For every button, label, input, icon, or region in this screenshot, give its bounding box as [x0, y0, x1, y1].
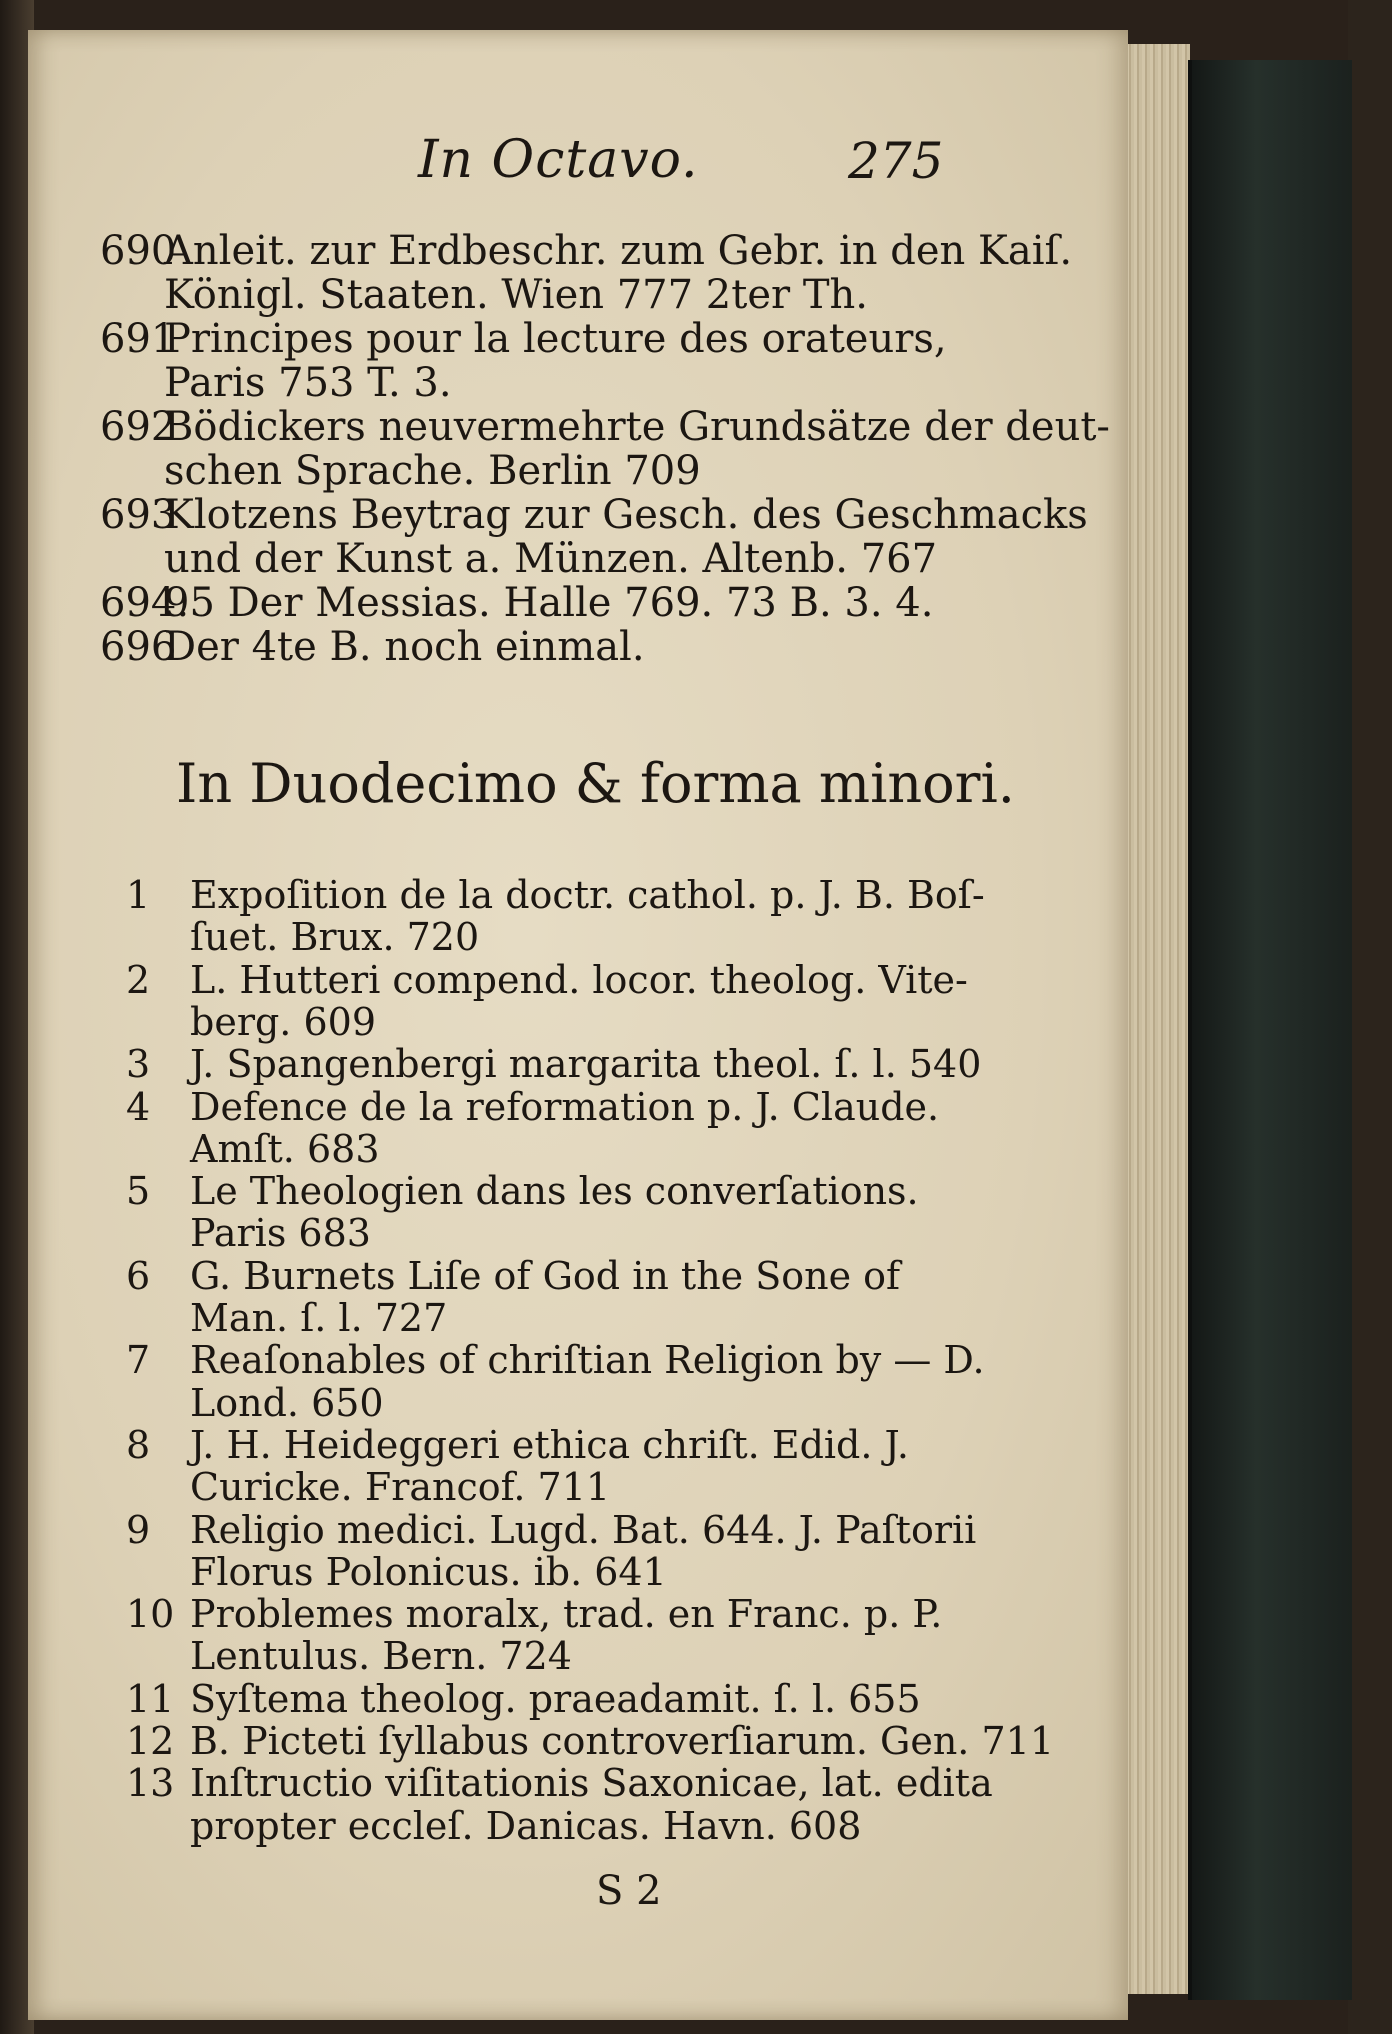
entry-text: Lentulus. Bern. 724	[190, 1634, 572, 1679]
entry-number: 2	[126, 957, 151, 1002]
entry-text: Paris 683	[190, 1211, 371, 1256]
entry-number: 9	[126, 1507, 151, 1552]
entry-text: Principes pour la lecture des orateurs,	[164, 316, 947, 362]
entry-number: 10	[126, 1592, 175, 1637]
entry-text: Problemes moralx, trad. en Franc. p. P.	[190, 1592, 943, 1637]
entry-text: Curicke. Francof. 711	[190, 1465, 611, 1510]
entry-text: berg. 609	[190, 999, 376, 1044]
entry-number: 6	[126, 1253, 151, 1298]
entry-text: Religio medici. Lugd. Bat. 644. J. Paſtorii	[190, 1507, 977, 1552]
entry-text: Der 4te B. noch einmal.	[164, 624, 645, 670]
entry-number: 3	[126, 1042, 151, 1087]
entry-text: B. Picteti ſyllabus controverſiarum. Gen. 711	[190, 1719, 1054, 1763]
entry-number: 5	[126, 1169, 151, 1214]
entry-text: ſuet. Brux. 720	[190, 915, 480, 960]
entry-number: 11	[126, 1676, 175, 1721]
entry-text: Paris 753 T. 3.	[164, 360, 452, 406]
entry-number: 13	[126, 1761, 175, 1806]
page-number: 275	[848, 132, 944, 190]
section-title: In Duodecimo & forma minori.	[176, 752, 1015, 815]
entry-text: Florus Polonicus. ib. 641	[190, 1549, 667, 1594]
entry-text: Syſtema theolog. praeadamit. ſ. l. 655	[190, 1676, 921, 1721]
entry-text: Inſtructio viſitationis Saxonicae, lat. edita	[190, 1761, 993, 1806]
entry-text: Le Theologien dans les converſations.	[190, 1169, 919, 1214]
entry-text: Bödickers neuvermehrte Grundsätze der deut-	[164, 404, 1110, 450]
entry-text: Klotzens Beytrag zur Gesch. des Geschmacks	[164, 492, 1088, 538]
entry-text: 95 Der Messias. Halle 769. 73 B. 3. 4.	[164, 580, 934, 626]
entry-text: Lond. 650	[190, 1380, 384, 1425]
entry-text: Expoſition de la doctr. cathol. p. J. B. Boſ-	[190, 873, 985, 917]
entry-text: Königl. Staaten. Wien 777 2ter Th.	[164, 272, 868, 318]
entry-number: 7	[126, 1338, 151, 1383]
entry-number: 696	[100, 624, 177, 670]
book-cover	[1188, 60, 1352, 2000]
signature-mark: S 2	[596, 1868, 662, 1914]
entry-number: 691	[100, 316, 177, 362]
entry-number: 690	[100, 228, 177, 274]
running-title: In Octavo.	[418, 130, 699, 190]
entry-text: Amſt. 683	[190, 1126, 380, 1171]
entry-number: 692	[100, 404, 177, 450]
entry-text: J. Spangenbergi margarita theol. ſ. l. 540	[190, 1042, 982, 1087]
entry-text: J. H. Heideggeri ethica chriſt. Edid. J.	[190, 1422, 909, 1467]
entry-number: 4	[126, 1084, 151, 1129]
entry-text: propter eccleſ. Danicas. Havn. 608	[190, 1803, 862, 1848]
entry-text: G. Burnets Liſe of God in the Sone of	[190, 1253, 901, 1298]
entry-text: und der Kunst a. Münzen. Altenb. 767	[164, 536, 938, 582]
entry-number: 1	[126, 873, 151, 917]
entry-number: 12	[126, 1719, 175, 1763]
entry-text: Man. ſ. l. 727	[190, 1295, 448, 1340]
entry-number: 693	[100, 492, 177, 538]
entry-text: Reaſonables of chriſtian Religion by — D.	[190, 1338, 985, 1383]
entry-number: 694.	[100, 580, 190, 626]
book-page	[28, 30, 1128, 2020]
page-header	[28, 122, 1128, 202]
entry-text: L. Hutteri compend. locor. theolog. Vite-	[190, 957, 968, 1002]
entry-text: Defence de la reformation p. J. Claude.	[190, 1084, 940, 1129]
entry-number: 8	[126, 1422, 151, 1467]
background-right	[1348, 0, 1392, 2034]
entry-text: Anleit. zur Erdbeschr. zum Gebr. in den Kaiſ.	[164, 228, 1073, 274]
entry-text: schen Sprache. Berlin 709	[164, 448, 701, 494]
